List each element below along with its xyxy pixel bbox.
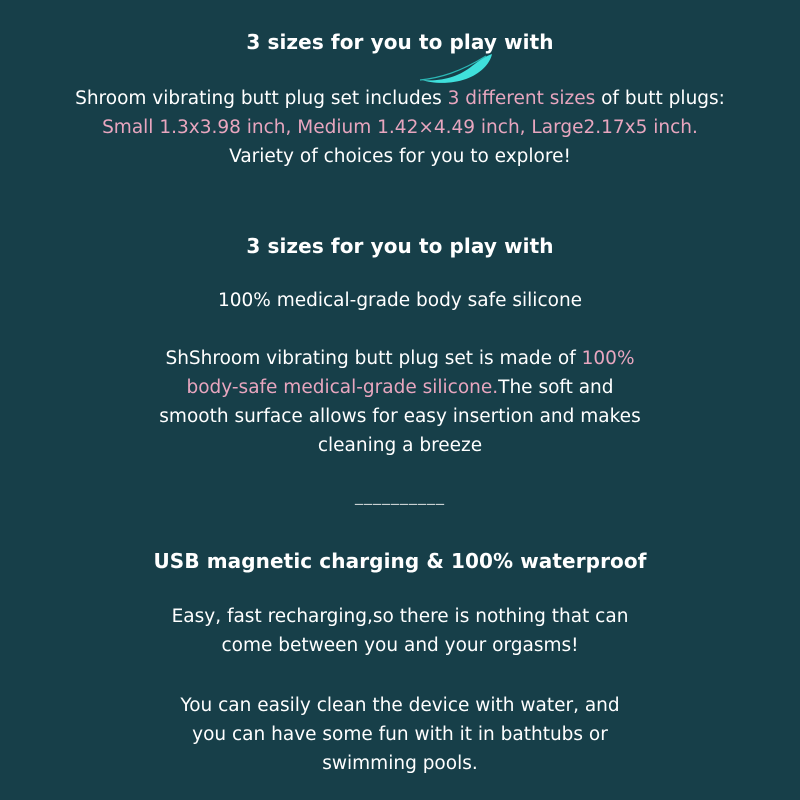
section1-text-1: Shroom vibrating butt plug set includes	[75, 88, 448, 109]
section1-heading: 3 sizes for you to play with	[246, 30, 554, 54]
section3-heading: USB magnetic charging & 100% waterproof	[153, 549, 647, 573]
section1-highlight-dimensions: Small 1.3x3.98 inch, Medium 1.42×4.49 inch, Large2.17x5 inch.	[102, 117, 698, 138]
section2-highlight-silicone: 100% body-safe medical-grade silicone.	[186, 348, 635, 398]
section2-text-1: ShShroom vibrating butt plug set is made of	[165, 348, 582, 369]
divider: __________	[355, 486, 445, 505]
section1-text-3: Variety of choices for you to explore!	[229, 146, 571, 167]
section3-paragraph-2: You can easily clean the device with water, and you can have some fun with it in bathtubs or swimming pools.	[180, 695, 620, 774]
section2-heading: 3 sizes for you to play with	[246, 234, 554, 258]
section3-paragraph-1: Easy, fast recharging,so there is nothing that can come between you and your orgasms!	[171, 606, 629, 656]
section1-highlight-sizes: 3 different sizes	[447, 88, 596, 109]
section2-paragraph	[0, 344, 800, 460]
section1-text-2: of butt plugs:	[595, 88, 725, 109]
section2-text-2: The soft and smooth surface allows for easy insertion and makes cleaning a breeze	[159, 377, 641, 456]
section2-subheading: 100% medical-grade body safe silicone	[217, 290, 583, 311]
section1-paragraph	[0, 84, 800, 171]
